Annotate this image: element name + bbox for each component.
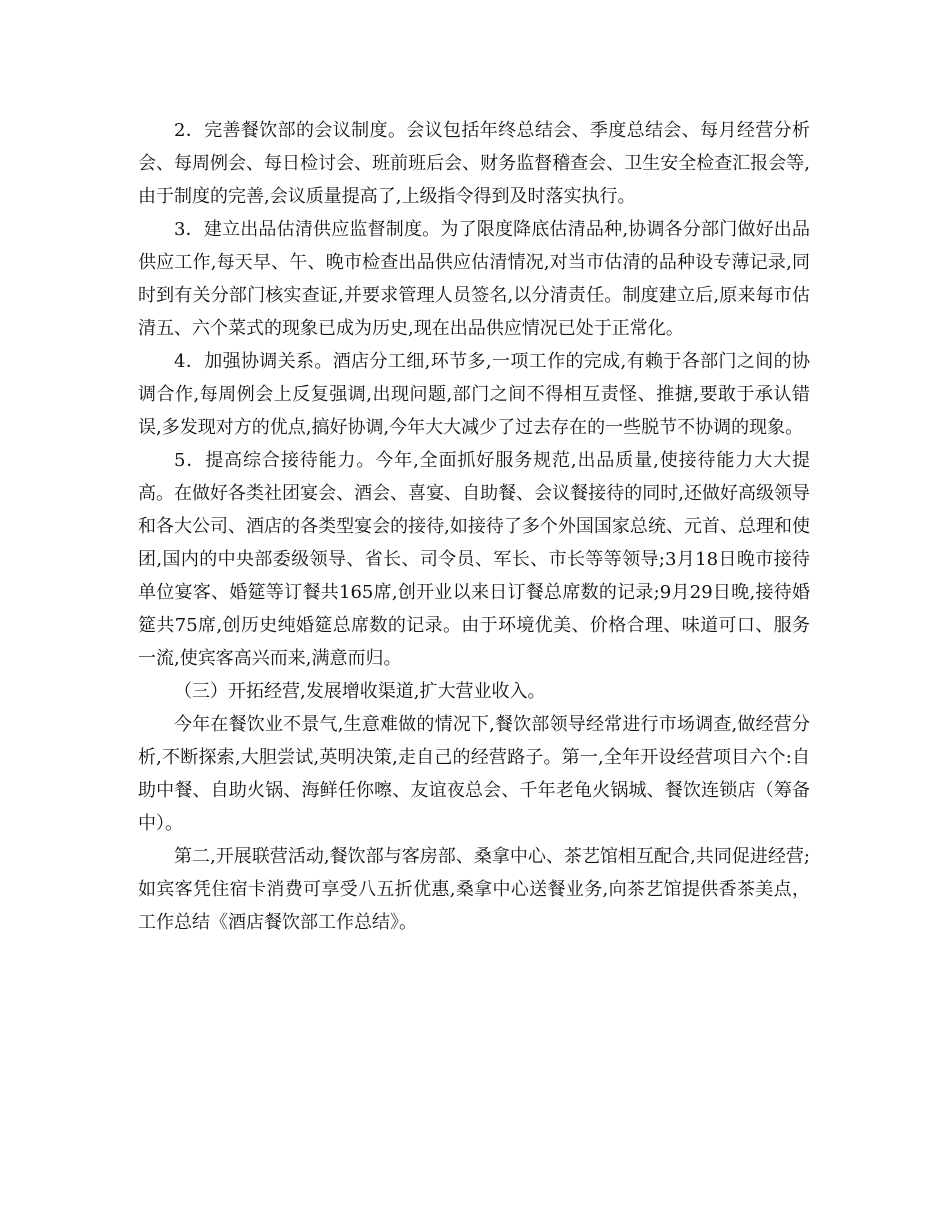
paragraph-supply-supervision: 3．建立出品估清供应监督制度。为了限度降底估清品种,协调各分部门做好出品供应工作,每天早、午、晚市检查出品供应估清情况,对当市估清的品种设专薄记录,同时到有关分部门核实查证,并要求管理人员签名,以分清责任。制度建立后,原来每市估清五、六个菜式的现象已成为历史,现在出品供应情况已处于正常化。: [138, 219, 810, 339]
paragraph-joint-operation: 第二,开展联营活动,餐饮部与客房部、桑拿中心、茶艺馆相互配合,共同促进经营;如宾客凭住宿卡消费可享受八五折优惠,桑拿中心送餐业务,向茶艺馆提供香茶美点，工作总结《酒店餐饮部工作总结》。: [138, 846, 810, 933]
section-heading-expand-business: （三）开拓经营,发展增收渠道,扩大营业收入。: [174, 681, 546, 702]
document-body: [138, 114, 810, 939]
paragraph-coordination: 4．加强协调关系。酒店分工细,环节多,一项工作的完成,有赖于各部门之间的协调合作,每周例会上反复强调,出现问题,部门之间不得相互责怪、推搪,要敢于承认错误,多发现对方的优点,搞好协调,今年大大减少了过去存在的一些脱节不协调的现象。: [138, 351, 810, 438]
paragraph-reception-capacity: 5．提高综合接待能力。今年,全面抓好服务规范,出品质量,使接待能力大大提高。在做好各类社团宴会、酒会、喜宴、自助餐、会议餐接待的同时,还做好高级领导和各大公司、酒店的各类型宴会的接待,如接待了多个外国国家总统、元首、总理和使团,国内的中央部委级领导、省长、司令员、军长、市长等等领导;3月18日晚市接待单位宴客、婚筵等订餐共165席,创开业以来日订餐总席数的记录;9月29日晚,接待婚筵共75席,创历史纯婚筵总席数的记录。由于环境优美、价格合理、味道可口、服务一流,使宾客高兴而来,满意而归。: [138, 450, 810, 669]
paragraph-meeting-system: 2．完善餐饮部的会议制度。会议包括年终总结会、季度总结会、每月经营分析会、每周例会、每日检讨会、班前班后会、财务监督稽查会、卫生安全检查汇报会等,由于制度的完善,会议质量提高了,上级指令得到及时落实执行。: [138, 120, 810, 207]
paragraph-market-research: 今年在餐饮业不景气,生意难做的情况下,餐饮部领导经常进行市场调查,做经营分析,不断探索,大胆尝试,英明决策,走自己的经营路子。第一,全年开设经营项目六个:自助中餐、自助火锅、海鲜任你嚓、友谊夜总会、千年老龟火锅城、餐饮连锁店（筹备中）。: [138, 714, 810, 834]
